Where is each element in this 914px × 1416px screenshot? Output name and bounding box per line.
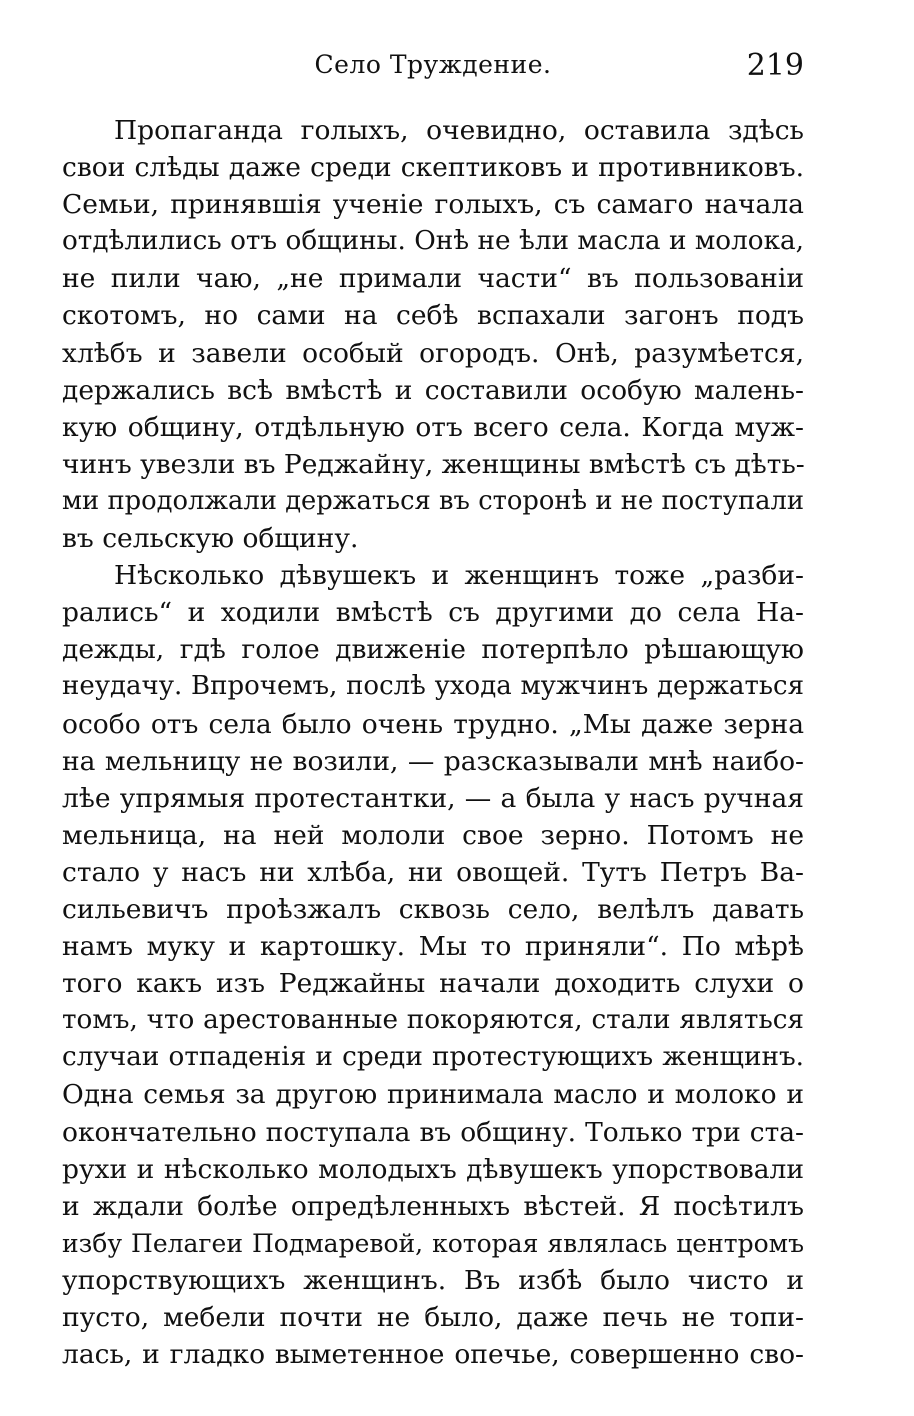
- text-line: на мельницу не возили, — разсказывали мнѣ наибо-: [62, 745, 804, 777]
- text-line: ми продолжали держаться въ сторонѣ и не поступали: [62, 485, 804, 516]
- text-line: томъ, что арестованные покоряются, стали являться: [62, 1005, 804, 1036]
- text-line: случаи отпаденія и среди протестующихъ женщинъ.: [62, 1042, 804, 1073]
- text-line: пусто, мебели почти не было, даже печь не топи-: [62, 1302, 804, 1333]
- body-text: [62, 112, 804, 1373]
- text-line: скотомъ, но сами на себѣ вспахали загонъ подъ: [62, 300, 804, 332]
- text-line: кую общину, отдѣльную отъ всего села. Когда муж-: [62, 411, 804, 443]
- text-line: лѣе упрямыя протестантки, — а была у насъ ручная: [62, 782, 804, 814]
- running-title: Село Труждение.: [314, 50, 552, 79]
- text-line: лась, и гладко выметенное опечье, совершенно сво-: [62, 1339, 804, 1371]
- text-line: того какъ изъ Реджайны начали доходить слухи о: [62, 968, 804, 1000]
- text-line: свои слѣды даже среди скептиковъ и противниковъ.: [62, 152, 804, 184]
- text-line: неудачу. Впрочемъ, послѣ ухода мужчинъ держаться: [62, 671, 804, 702]
- text-line: стало у насъ ни хлѣба, ни овощей. Тутъ Петръ Ва-: [62, 856, 804, 888]
- text-line: не пили чаю, „не примали части“ въ пользованіи: [62, 263, 804, 295]
- text-line: Семьи, принявшія ученіе голыхъ, съ самаго начала: [62, 189, 804, 221]
- page-number: 219: [746, 48, 804, 83]
- text-line: отдѣлились отъ общины. Онѣ не ѣли масла и молока,: [62, 226, 804, 257]
- text-line: окончательно поступала въ общину. Только три ста-: [62, 1116, 804, 1148]
- text-line: избу Пелагеи Подмаревой, которая являлась центромъ: [62, 1228, 804, 1258]
- text-line: и ждали болѣе опредѣленныхъ вѣстей. Я посѣтилъ: [62, 1190, 804, 1222]
- text-line: дежды, гдѣ голое движеніе потерпѣло рѣшающую: [62, 634, 804, 666]
- text-line: Пропаганда голыхъ, очевидно, оставила здѣсь: [114, 115, 804, 146]
- text-line: рались“ и ходили вмѣстѣ съ другими до села На-: [62, 597, 804, 629]
- text-line: намъ муку и картошку. Мы то приняли“. По мѣрѣ: [62, 931, 804, 963]
- text-line: мельница, на ней мололи свое зерно. Потомъ не: [62, 819, 804, 851]
- page-header: [62, 50, 804, 90]
- text-line: рухи и нѣсколько молодыхъ дѣвушекъ упорствовали: [62, 1153, 804, 1185]
- text-line: Нѣсколько дѣвушекъ и женщинъ тоже „разби-: [114, 560, 804, 592]
- text-line: упорствующихъ женщинъ. Въ избѣ было чисто и: [62, 1264, 804, 1296]
- text-line: особо отъ села было очень трудно. „Мы даже зерна: [62, 708, 804, 740]
- text-line: въ сельскую общину.: [62, 523, 359, 555]
- text-line: сильевичъ проѣзжалъ сквозь село, велѣлъ давать: [62, 893, 804, 925]
- text-line: чинъ увезли въ Реджайну, женщины вмѣстѣ съ дѣть-: [62, 448, 805, 480]
- text-line: держались всѣ вмѣстѣ и составили особую малень-: [62, 374, 804, 406]
- text-line: хлѣбъ и завели особый огородъ. Онѣ, разумѣется,: [62, 337, 804, 369]
- text-line: Одна семья за другою принимала масло и молоко и: [62, 1079, 804, 1111]
